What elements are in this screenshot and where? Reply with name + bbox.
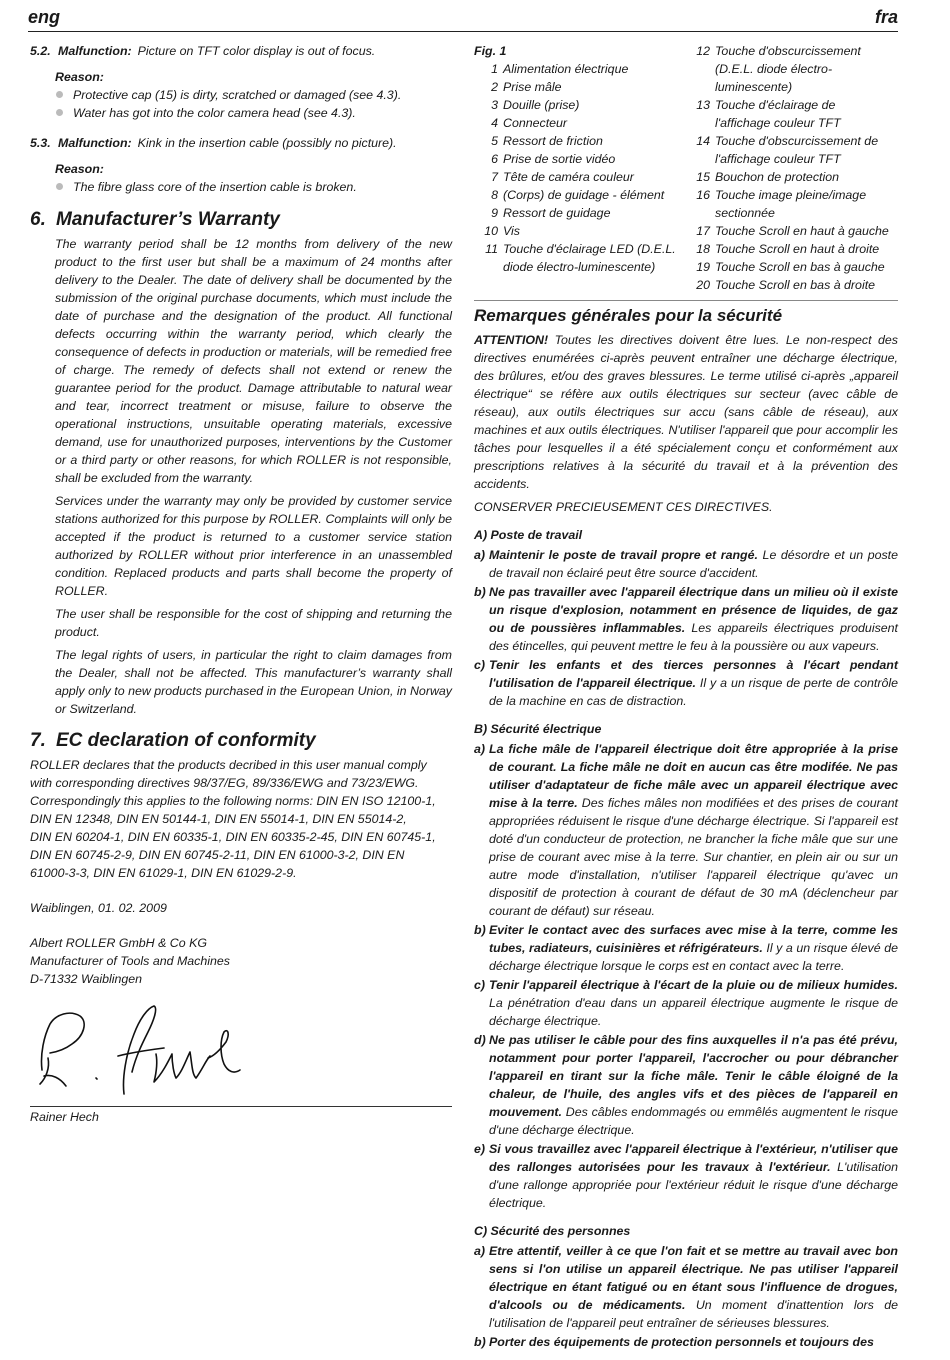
company-description: Manufacturer of Tools and Machines <box>30 954 230 968</box>
warranty-paragraph: The warranty period shall be 12 months from delivery of the new product to the first user but shall be a maximum of 24 months after delivery to the Dealer. The date of delivery shall be documented by the submission of the original purchase documents, which must include the date of purchase and the designation of the product. All functional defects occurring within the warranty period, which clearly the consequence of defects in production or materials, will be remedied free of charge. The remedy of defects shall not extend or renew the guarantee period for the product. Damage attributable to natural wear and tear, incorrect treatment or misuse, failure to observe the operational instructions, unsuitable operating materials, excessive demand, use for unauthorized purposes, interventions by the Customer or a third party or other reasons, for which ROLLER is not responsible, shall be excluded from the warranty. <box>55 237 452 485</box>
figure-legend-item <box>474 150 686 168</box>
figure-legend-item <box>686 258 898 276</box>
safety-item-emphasis: Maintenir le poste de travail propre et rangé. <box>489 548 758 562</box>
safety-item-detail: Le désordre et un poste de travail non éclairé peut être source d'accident. <box>489 548 899 580</box>
legend-text <box>503 60 628 78</box>
safety-item <box>474 583 898 655</box>
warranty-paragraph: The legal rights of users, in particular the right to claim damages from the Dealer, shall not be affected. This manufacturer’s warranty shall apply only to new products purchased in the European Union, in Norway or Switzerland. <box>55 648 452 716</box>
safety-item-emphasis: Si vous travaillez avec l'appareil électrique à l'extérieur, n'utiliser que des rallonges autorisées pour les travaux à l'extérieur. <box>489 1142 898 1174</box>
legend-text-line: Vis <box>503 224 520 238</box>
legend-text-line: l'affichage couleur TFT <box>715 152 841 166</box>
legend-number: 19 <box>696 260 710 274</box>
safety-item-emphasis: Porter des équipements de protection personnels et toujours des <box>489 1335 874 1349</box>
legend-text-line: sectionnée <box>715 206 775 220</box>
malfunction-number: 5.2. <box>30 44 51 58</box>
legend-text <box>503 96 579 114</box>
figure-legend-item <box>474 168 686 186</box>
handwritten-signature <box>30 998 290 1106</box>
reason-bullet: The fibre glass core of the insertion cable is broken. <box>55 178 452 196</box>
safety-item-detail: Il y a un risque élevé de décharge électrique lorsque le corps est en contact avec la terre. <box>489 941 898 973</box>
conformity-line: DIN EN 12348, DIN EN 50144-1, DIN EN 55014-1, DIN EN 55014-2, <box>30 812 407 826</box>
legend-text <box>715 240 879 258</box>
conformity-line: DIN EN 60204-1, DIN EN 60335-1, DIN EN 60335-2-45, DIN EN 60745-1, <box>30 830 436 844</box>
legend-text <box>503 78 562 96</box>
legend-text <box>715 258 885 276</box>
legend-text <box>503 204 610 222</box>
legend-text <box>715 186 866 222</box>
legend-text-line: Touche Scroll en bas à droite <box>715 278 876 292</box>
legend-text-line: Touche Scroll en bas à gauche <box>715 260 885 274</box>
legend-number: 7 <box>491 170 498 184</box>
legend-text-line: Touche image pleine/image <box>715 188 867 202</box>
figure-legend-item <box>474 132 686 150</box>
legend-number: 5 <box>491 134 498 148</box>
safety-item <box>474 1140 898 1212</box>
place-date: Waiblingen, 01. 02. 2009 <box>30 901 167 915</box>
reason-title: Reason: <box>55 70 104 84</box>
reason-title: Reason: <box>55 162 104 176</box>
section-number: 6. <box>30 209 46 230</box>
safety-heading: Remarques générales pour la sécurité <box>474 306 783 325</box>
figure-legend <box>474 42 898 294</box>
warranty-paragraph: Services under the warranty may only be provided by customer service stations authorized for this purpose by ROLLER. Complaints will only be accepted if the product is returned to a customer service station authorized by ROLLER without prior interference in an unassembled condition. Replaced products and parts shall become the property of ROLLER. <box>55 494 452 598</box>
legend-text-line: (D.E.L. diode électro-luminescente) <box>715 62 833 94</box>
safety-item-detail: La pénétration d'eau dans un appareil électrique augmente le risque de décharge électrique. <box>489 996 898 1028</box>
figure-legend-item <box>474 78 686 96</box>
legend-number: 17 <box>696 224 710 238</box>
legend-number: 11 <box>485 242 498 256</box>
section-title: EC declaration of conformity <box>56 730 316 751</box>
safety-item-detail: Des fiches mâles non modifiées et des prises de courant appropriées réduisent le risque d'une décharge électrique. Si l'appareil est doté d'un conducteur de protection, ne brancher la fiche mâle que sur une prise de courant avec mise à la terre. Sur chantier, en plein air ou sur un autre mode d'installation, n'utiliser l'appareil électrique qu'avec un dispositif de protection à courant de défaut de 30 mA (déclencheur par courant de défaut) sur réseau. <box>489 796 898 918</box>
safety-item-letter: e) <box>474 1142 486 1156</box>
safety-item-emphasis: Tenir les enfants et des tierces personnes à l'écart pendant l'utilisation de l'appareil électrique. <box>489 658 898 690</box>
legend-text <box>715 222 889 240</box>
figure-legend-item <box>474 240 686 276</box>
safety-item-detail: Des câbles endommagés ou emmêlés augmentent le risque d'une décharge électrique. <box>489 1105 898 1137</box>
legend-text-line: Ressort de friction <box>503 134 603 148</box>
safety-section-title: B) Sécurité électrique <box>474 722 602 736</box>
reason-block-5-2 <box>30 68 452 122</box>
safety-item-letter: a) <box>474 548 486 562</box>
reason-block-5-3 <box>30 160 452 196</box>
company-block <box>30 934 452 988</box>
legend-number: 18 <box>696 242 710 256</box>
safety-item-text <box>489 1031 898 1139</box>
figure-legend-item <box>686 240 898 258</box>
legend-number: 13 <box>696 98 710 112</box>
warranty-paragraph: The user shall be responsible for the cost of shipping and returning the product. <box>55 607 452 639</box>
signatory-name: Rainer Hech <box>30 1110 99 1124</box>
figure-title: Fig. 1 <box>474 44 507 58</box>
safety-item <box>474 1242 898 1332</box>
legend-number: 1 <box>491 62 498 76</box>
attention-text: Toutes les directives doivent être lues. Le non-respect des directives enumérées ci-après peuvent entraîner une décharge électrique, des brûlures, et/ou des graves blessures. Le terme utilisé ci-après „appareil électrique“ se réfère aux outils électriques sur secteur (avec câble de réseau), aux outils électriques sur accu (sans câble de réseau), aux machines et aux outils électriques. N'utiliser l'appareil que pour accomplir les tâches pour lesquelles il a été spécialement conçu et conformément aux prescriptions relatives à la sécurité du travail et à la prévention des accidents. <box>474 333 898 491</box>
legend-text <box>503 150 615 168</box>
legend-text <box>715 132 878 168</box>
header-language-left: eng <box>28 7 61 27</box>
malfunction-5-3 <box>30 134 452 152</box>
safety-item-detail: L'utilisation d'une rallonge appropriée pour l'extérieur réduit le risque d'une décharge électrique. <box>489 1160 898 1210</box>
safety-item <box>474 1333 898 1351</box>
section-number: 7. <box>30 730 46 751</box>
legend-text-line: Touche Scroll en haut à droite <box>715 242 880 256</box>
section-6-heading <box>30 208 452 232</box>
legend-number: 2 <box>491 80 498 94</box>
company-name: Albert ROLLER GmbH & Co KG <box>30 936 207 950</box>
malfunction-text: Picture on TFT color display is out of focus. <box>137 44 376 58</box>
legend-text-line: l'affichage couleur TFT <box>715 116 841 130</box>
signature-line <box>30 1106 452 1107</box>
legend-text <box>503 222 520 240</box>
figure-legend-item <box>686 132 898 168</box>
legend-text-line: Prise mâle <box>503 80 562 94</box>
figure-legend-item <box>686 42 898 96</box>
safety-item-detail: Il y a un risque de perte de contrôle de la machine en cas de distraction. <box>489 676 898 708</box>
legend-text-line: Touche d'obscurcissement <box>715 44 861 58</box>
figure-legend-item <box>686 186 898 222</box>
figure-legend-column-2 <box>686 42 898 294</box>
safety-section-title: C) Sécurité des personnes <box>474 1224 631 1238</box>
safety-item-letter: c) <box>474 658 486 672</box>
conformity-line: with corresponding directives 98/37/EG, 89/336/EWG and 73/23/EWG. <box>30 776 419 790</box>
section-7-heading <box>30 729 452 753</box>
legend-text-line: Alimentation électrique <box>503 62 629 76</box>
legend-text-line: Prise de sortie vidéo <box>503 152 616 166</box>
figure-legend-item <box>474 114 686 132</box>
legend-text-line: Douille (prise) <box>503 98 580 112</box>
safety-item-letter: b) <box>474 923 486 937</box>
legend-text-line: (Corps) de guidage - élément <box>503 188 665 202</box>
left-column <box>30 42 452 1126</box>
conformity-line: DIN EN 60745-2-9, DIN EN 60745-2-11, DIN EN 61000-3-2, DIN EN <box>30 848 405 862</box>
safety-item-detail: Les appareils électriques produisent des étincelles, qui peuvent mettre le feu à la poussière ou aux vapeurs. <box>489 621 898 653</box>
legend-text-line: Ressort de guidage <box>503 206 611 220</box>
safety-item-text <box>489 656 898 710</box>
safety-section-title: A) Poste de travail <box>474 528 583 542</box>
legend-text <box>503 168 634 186</box>
legend-text <box>503 186 664 204</box>
safety-item-letter: a) <box>474 1244 486 1258</box>
safety-sections <box>474 526 898 1351</box>
figure-legend-item <box>474 186 686 204</box>
legend-text-line: Tête de caméra couleur <box>503 170 634 184</box>
attention-label: ATTENTION! <box>474 333 549 347</box>
legend-text-line: diode électro-luminescente) <box>503 260 656 274</box>
legend-text <box>503 132 603 150</box>
malfunction-label: Malfunction: <box>58 136 132 150</box>
section-title: Manufacturer’s Warranty <box>56 209 280 230</box>
safety-item <box>474 656 898 710</box>
legend-number: 12 <box>696 44 710 58</box>
legend-number: 9 <box>491 206 498 220</box>
warranty-body <box>30 235 452 718</box>
conformity-line: 61000-3-3, DIN EN 61029-1, DIN EN 61029-2-9. <box>30 866 297 880</box>
legend-number: 8 <box>491 188 498 202</box>
legend-number: 16 <box>696 188 710 202</box>
legend-text-line: Touche Scroll en haut à gauche <box>715 224 889 238</box>
legend-number: 4 <box>491 116 498 130</box>
safety-item-text <box>489 1140 898 1212</box>
safety-item <box>474 921 898 975</box>
figure-divider <box>474 300 898 301</box>
figure-legend-column-1 <box>474 42 686 294</box>
safety-item-letter: b) <box>474 1335 486 1349</box>
safety-item-emphasis: La fiche mâle de l'appareil électrique doit être appropriée à la prise de courant. La fiche mâle ne doit en aucun cas être modifée. Ne pas utiliser d'adaptateur de fiche mâle avec un appareil électrique avec mise à la terre. <box>489 742 898 810</box>
malfunction-number: 5.3. <box>30 136 51 150</box>
legend-number: 15 <box>696 170 710 184</box>
safety-item <box>474 1031 898 1139</box>
figure-legend-item <box>474 96 686 114</box>
safety-item-text <box>489 583 898 655</box>
safety-item-emphasis: Ne pas travailler avec l'appareil électrique dans un milieu où il existe un risque d'explosion, notamment en présence de liquides, de gaz ou de poussières inflammables. <box>489 585 898 635</box>
legend-number: 20 <box>696 278 710 292</box>
legend-text-line: Touche d'obscurcissement de <box>715 134 879 148</box>
right-column <box>474 42 898 1352</box>
figure-legend-item <box>474 222 686 240</box>
legend-text <box>503 114 567 132</box>
safety-item-text <box>489 921 898 975</box>
safety-item-emphasis: Tenir l'appareil électrique à l'écart de la pluie ou de milieux humides. <box>489 978 898 992</box>
legend-number: 10 <box>484 224 498 238</box>
legend-number: 14 <box>696 134 710 148</box>
legend-text <box>715 42 898 96</box>
malfunction-text: Kink in the insertion cable (possibly no picture). <box>137 136 397 150</box>
safety-item-letter: b) <box>474 585 486 599</box>
malfunction-5-2 <box>30 42 452 60</box>
safety-item <box>474 740 898 920</box>
legend-text <box>715 276 875 294</box>
legend-text-line: Connecteur <box>503 116 568 130</box>
legend-text-line: Touche d'éclairage de <box>715 98 836 112</box>
safety-item-text <box>489 976 898 1030</box>
safety-item-text <box>489 546 898 582</box>
company-address: D-71332 Waiblingen <box>30 972 143 986</box>
reason-bullet: Protective cap (15) is dirty, scratched or damaged (see 4.3). <box>55 86 452 104</box>
safety-item-emphasis: Ne pas utiliser le câble pour des fins auxquelles il n'a pas été prévu, notamment pour porter l'appareil, l'accrocher ou pour débrancher l'appareil en tirant sur la fiche mâle. Tenir le câble éloigné de la chaleur, de l'huile, des angles vifs et des pièces de l'appareil en mouvement. <box>489 1033 898 1119</box>
safety-item-letter: a) <box>474 742 486 756</box>
safety-item <box>474 546 898 582</box>
safety-item-text <box>489 1333 898 1351</box>
figure-legend-item <box>686 276 898 294</box>
legend-text <box>715 168 839 186</box>
signature-area <box>30 998 452 1106</box>
safety-item-text <box>489 740 898 920</box>
legend-text <box>503 240 676 276</box>
conformity-line: Correspondingly this applies to the following norms: DIN EN ISO 12100-1, <box>30 794 436 808</box>
safety-item-text <box>489 1242 898 1332</box>
malfunction-label: Malfunction: <box>58 44 132 58</box>
header-rule <box>28 31 898 32</box>
legend-text <box>715 96 841 132</box>
legend-text-line: Bouchon de protection <box>715 170 839 184</box>
safety-item-emphasis: Etre attentif, veiller à ce que l'on fait et se mettre au travail avec bon sens si l'on utilise un appareil électrique. Ne pas utiliser l'appareil électrique en étant fatigué ou en étant sous l'influence de drogues, d'alcools ou de médicaments. <box>489 1244 898 1312</box>
legend-number: 6 <box>491 152 498 166</box>
safety-item-emphasis: Eviter le contact avec des surfaces avec mise à la terre, comme les tubes, radiateurs, cuisinières et réfrigérateurs. <box>489 923 898 955</box>
conserve-notice: CONSERVER PRECIEUSEMENT CES DIRECTIVES. <box>474 500 773 514</box>
figure-legend-item <box>474 204 686 222</box>
conformity-line: ROLLER declares that the products decribed in this user manual comply <box>30 758 427 772</box>
conformity-text <box>30 756 452 882</box>
figure-legend-item <box>686 96 898 132</box>
safety-item-letter: d) <box>474 1033 486 1047</box>
legend-text-line: Touche d'éclairage LED (D.E.L. <box>503 242 676 256</box>
reason-bullet: Water has got into the color camera head (see 4.3). <box>55 104 452 122</box>
header-language-right: fra <box>874 7 898 27</box>
figure-legend-item <box>686 222 898 240</box>
safety-item-detail: Un moment d'inattention lors de l'utilisation de l'appareil peut entraîner de sérieuses blessures. <box>489 1298 898 1330</box>
safety-item <box>474 976 898 1030</box>
figure-legend-item <box>474 60 686 78</box>
legend-number: 3 <box>491 98 498 112</box>
figure-legend-item <box>686 168 898 186</box>
attention-paragraph <box>474 331 898 493</box>
safety-item-letter: c) <box>474 978 486 992</box>
